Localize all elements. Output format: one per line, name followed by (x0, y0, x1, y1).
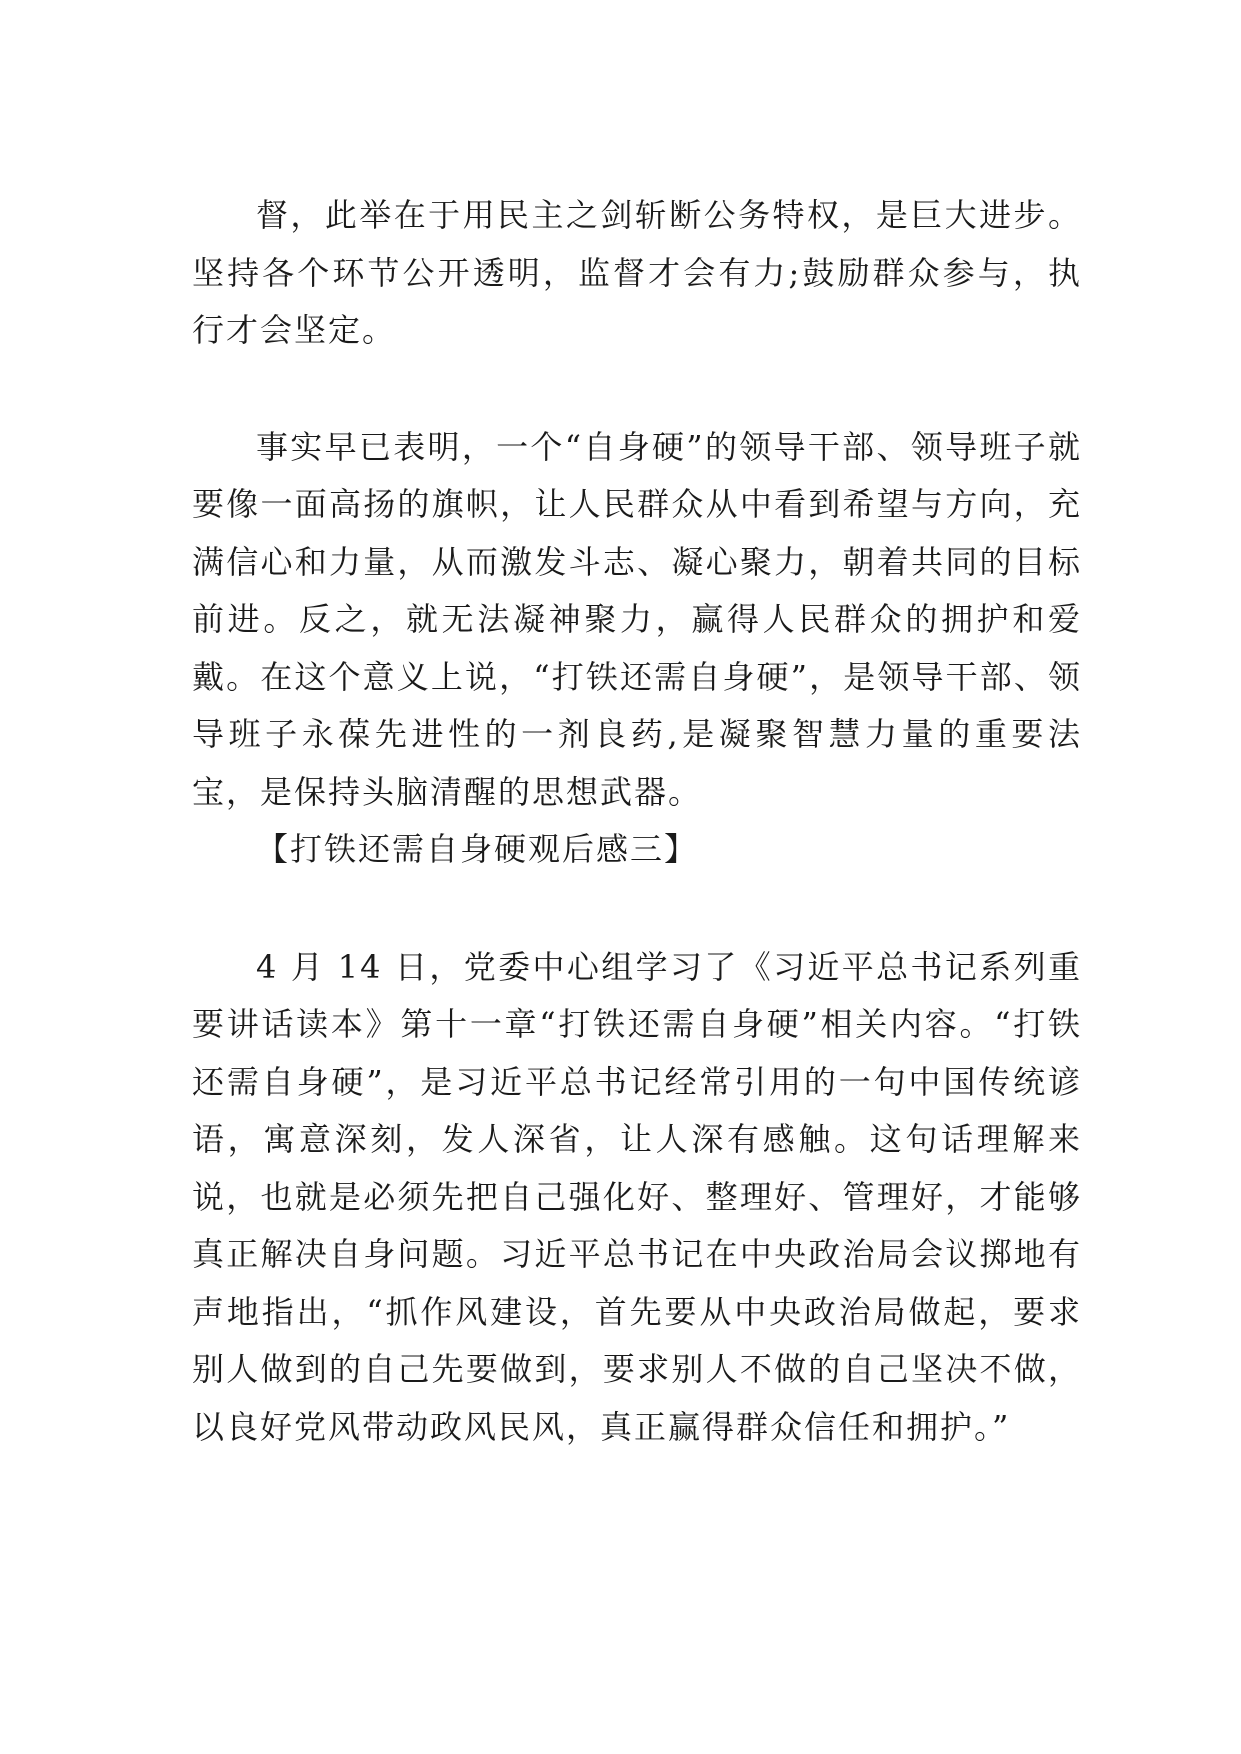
document-body (192, 187, 1082, 1456)
paragraph-continuation: 督，此举在于用民主之剑斩断公务特权，是巨大进步。坚持各个环节公开透明，监督才会有力;鼓励群众参与，执行才会坚定。 (192, 196, 1082, 349)
paragraph-self-discipline: 事实早已表明，一个“自身硬”的领导干部、领导班子就要像一面高扬的旗帜，让人民群众从中看到希望与方向，充满信心和力量，从而激发斗志、凝心聚力，朝着共同的目标前进。反之，就无法凝神聚力，赢得人民群众的拥护和爱戴。在这个意义上说，“打铁还需自身硬”，是领导干部、领导班子永葆先进性的一剂良药,是凝聚智慧力量的重要法宝，是保持头脑清醒的思想武器。 (192, 427, 1082, 811)
section-heading: 【打铁还需自身硬观后感三】 (256, 830, 699, 868)
paragraph-study-session: 4 月 14 日，党委中心组学习了《习近平总书记系列重要讲话读本》第十一章“打铁还需自身硬”相关内容。“打铁还需自身硬”，是习近平总书记经常引用的一句中国传统谚语，寓意深刻，发人深省，让人深有感触。这句话理解来说，也就是必须先把自己强化好、整理好、管理好，才能够真正解决自身问题。习近平总书记在中央政治局会议掷地有声地指出，“抓作风建设，首先要从中央政治局做起，要求别人做到的自己先要做到，要求别人不做的自己坚决不做，以良好党风带动政风民风，真正赢得群众信任和拥护。” (192, 947, 1082, 1446)
